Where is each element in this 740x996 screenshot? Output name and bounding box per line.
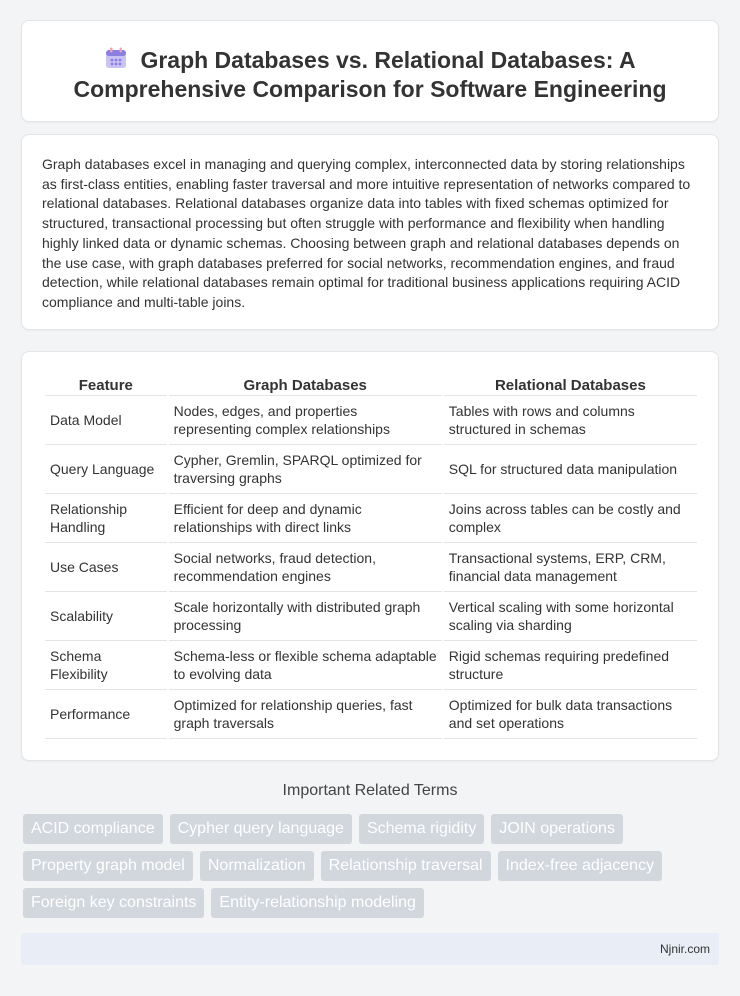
- footer-site-link[interactable]: Njnir.com: [659, 942, 710, 956]
- graph-cell: Cypher, Gremlin, SPARQL optimized for traversing graphs: [169, 445, 442, 494]
- comparison-table-card: [21, 351, 719, 761]
- tag-row: [23, 814, 703, 844]
- page-title: [22, 46, 718, 104]
- graph-cell: Scale horizontally with distributed graph processing: [169, 592, 442, 641]
- intro-paragraph: Graph databases excel in managing and querying complex, interconnected data by storing relationships as first-class entities, enabling faster traversal and more intuitive representation of networks compared to relational databases. Relational databases organize data into tables with fixed schemas optimized for structured, transactional processing but often struggle with performance and flexibility when handling highly linked data or dynamic schemas. Choosing between graph and relational databases depends on the use case, with graph databases preferred for social networks, recommendation engines, and fraud detection, while relational databases remain optimal for traditional business applications requiring ACID compliance and multi-table joins.: [42, 156, 691, 310]
- table-row: [45, 396, 697, 445]
- tag-row: [23, 851, 703, 881]
- table-row: [45, 690, 697, 739]
- relational-cell: Joins across tables can be costly and complex: [444, 494, 697, 543]
- title-card: [21, 20, 719, 122]
- feature-cell: Scalability: [45, 592, 167, 641]
- footer-bar: [21, 933, 719, 965]
- term-tag[interactable]: Cypher query language: [170, 814, 352, 844]
- term-tag[interactable]: ACID compliance: [23, 814, 163, 844]
- related-terms-heading: Important Related Terms: [282, 782, 458, 799]
- relational-cell: Tables with rows and columns structured in schemas: [444, 396, 697, 445]
- relational-cell: SQL for structured data manipulation: [444, 445, 697, 494]
- related-terms-tags: [23, 814, 703, 925]
- title-line-1: Graph Databases vs. Relational Databases: A: [140, 47, 636, 73]
- table-row: [45, 445, 697, 494]
- feature-cell: Data Model: [45, 396, 167, 445]
- graph-cell: Schema-less or flexible schema adaptable to evolving data: [169, 641, 442, 690]
- term-tag[interactable]: Schema rigidity: [359, 814, 484, 844]
- relational-cell: Transactional systems, ERP, CRM, financial data management: [444, 543, 697, 592]
- relational-cell: Rigid schemas requiring predefined structure: [444, 641, 697, 690]
- tag-row: [23, 888, 703, 918]
- header-graph: Graph Databases: [169, 372, 442, 396]
- graph-cell: Optimized for relationship queries, fast graph traversals: [169, 690, 442, 739]
- graph-cell: Efficient for deep and dynamic relationships with direct links: [169, 494, 442, 543]
- term-tag[interactable]: Index-free adjacency: [498, 851, 663, 881]
- graph-cell: Nodes, edges, and properties representing complex relationships: [169, 396, 442, 445]
- table-row: [45, 494, 697, 543]
- relational-cell: Optimized for bulk data transactions and set operations: [444, 690, 697, 739]
- term-tag[interactable]: Relationship traversal: [321, 851, 491, 881]
- graph-cell: Social networks, fraud detection, recommendation engines: [169, 543, 442, 592]
- term-tag[interactable]: Normalization: [200, 851, 314, 881]
- term-tag[interactable]: JOIN operations: [491, 814, 623, 844]
- feature-cell: Schema Flexibility: [45, 641, 167, 690]
- feature-cell: Performance: [45, 690, 167, 739]
- term-tag[interactable]: Property graph model: [23, 851, 193, 881]
- table-row: [45, 641, 697, 690]
- term-tag[interactable]: Foreign key constraints: [23, 888, 204, 918]
- table-row: [45, 592, 697, 641]
- relational-cell: Vertical scaling with some horizontal scaling via sharding: [444, 592, 697, 641]
- term-tag[interactable]: Entity-relationship modeling: [211, 888, 424, 918]
- title-line-2: Comprehensive Comparison for Software Engineering: [73, 76, 667, 102]
- comparison-table: [43, 372, 699, 739]
- header-feature: Feature: [45, 372, 167, 396]
- header-relational: Relational Databases: [444, 372, 697, 396]
- feature-cell: Use Cases: [45, 543, 167, 592]
- intro-card: [21, 134, 719, 330]
- calendar-icon: [104, 46, 128, 70]
- table-header-row: [45, 372, 697, 396]
- feature-cell: Query Language: [45, 445, 167, 494]
- feature-cell: Relationship Handling: [45, 494, 167, 543]
- table-row: [45, 543, 697, 592]
